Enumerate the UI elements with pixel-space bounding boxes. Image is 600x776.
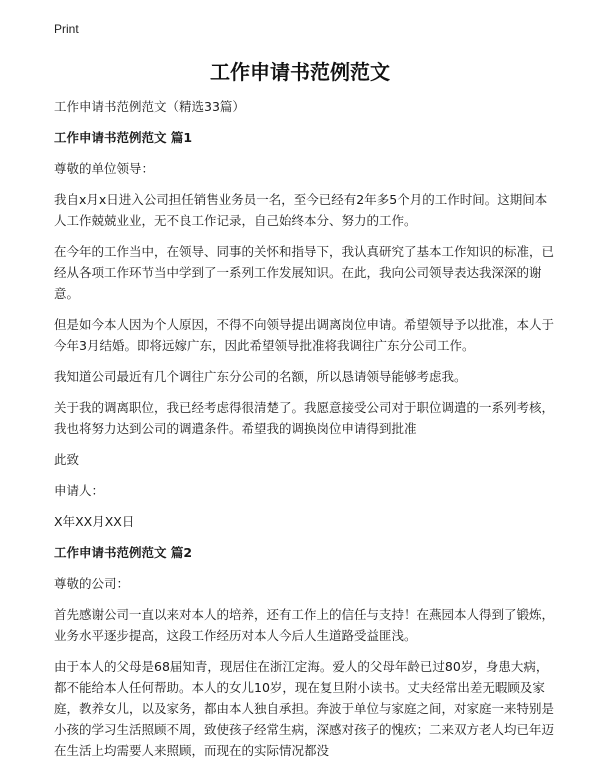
paragraph: 由于本人的父母是68届知青，现居住在浙江定海。爱人的父母年龄已过80岁，身患大病，都不能给本人任何帮助。本人的女儿10岁，现在复旦附小读书。丈夫经常出差无暇顾及家庭，教养女儿，以及家务，都由本人独自承担。奔波于单位与家庭之间，对家庭一来特别是小孩的学习生活照顾不周，致使孩子经常生病，深感对孩子的愧疚；二来双方老人均已年迈在生活上均需要人来照顾，而现在的实际情况都没: [54, 659, 555, 758]
paragraph: 关于我的调离职位，我已经考虑得很清楚了。我愿意接受公司对于职位调遣的一系列考核，我也将努力达到公司的调遣条件。希望我的调换岗位申请得到批准: [54, 400, 555, 436]
closing: 此致: [54, 452, 80, 467]
paragraph: 在今年的工作当中，在领导、同事的关怀和指导下，我认真研究了基本工作知识的标准，已经从各项工作环节当中学到了一系列工作发展知识。在此，我向公司领导表达我深深的谢意。: [54, 244, 555, 301]
applicant-label: 申请人：: [54, 483, 105, 498]
greeting: 尊敬的公司：: [54, 576, 130, 591]
article-heading: 工作申请书范例范文 篇1: [54, 130, 193, 145]
paragraph: 我自x月x日进入公司担任销售业务员一名，至今已经有2年多5个月的工作时间。这期间本人工作兢兢业业，无不良工作记录，自己始终本分、努力的工作。: [54, 192, 548, 228]
document-subtitle: 工作申请书范例范文（精选33篇）: [54, 99, 245, 114]
print-link[interactable]: Print: [54, 22, 79, 36]
paragraph: 我知道公司最近有几个调往广东分公司的名额，所以恳请领导能够考虑我。: [54, 369, 467, 384]
document-body: [54, 96, 554, 771]
page-title: 工作申请书范例范文: [210, 60, 390, 84]
paragraph: 首先感谢公司一直以来对本人的培养，还有工作上的信任与支持！在燕园本人得到了锻炼，业务水平逐步提高，这段工作经历对本人今后人生道路受益匪浅。: [54, 607, 555, 643]
greeting: 尊敬的单位领导：: [54, 161, 155, 176]
date: X年XX月XX日: [54, 514, 135, 529]
article-heading: 工作申请书范例范文 篇2: [54, 545, 193, 560]
paragraph: 但是如今本人因为个人原因，不得不向领导提出调离岗位申请。希望领导予以批准，本人于今年3月结婚。即将远嫁广东，因此希望领导批准将我调往广东分公司工作。: [54, 317, 555, 353]
